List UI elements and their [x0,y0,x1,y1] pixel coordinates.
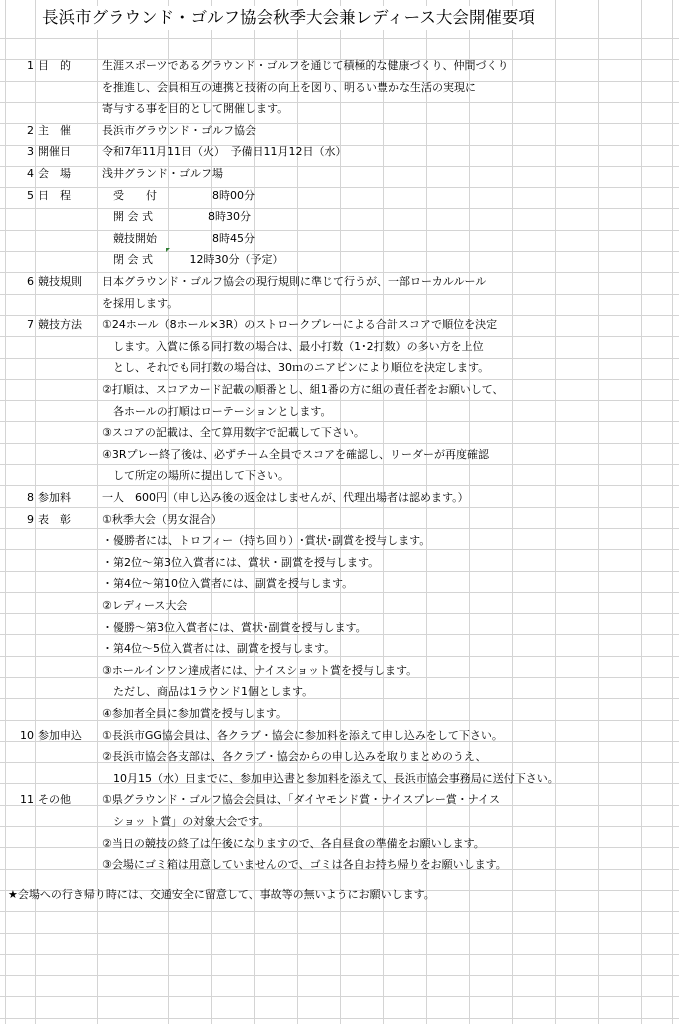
item-number [10,336,34,357]
outline-row [0,465,679,486]
item-text: 日本グラウンド・ゴルフ協会の現行規則に準じて行うが、一部ローカルルール [102,275,487,288]
item-text: ショッ ト賞」の対象大会です。 [102,815,270,828]
item-label: その他 [38,793,71,806]
outline-row [0,725,679,746]
outline-row [0,185,679,206]
grid-row-line [0,996,679,997]
item-number [10,638,34,659]
footer-note: ★会場への行き帰り時には、交通安全に留意して、事故等の無いようにお願いします。 [8,888,435,901]
item-text: ②打順は、スコアカード記載の順番とし、組1番の方に組の責任者をお願いして、 [102,383,504,396]
item-number: 9 [27,513,34,526]
outline-row [0,141,679,162]
item-text: 受 付 8時00分 [102,189,255,202]
outline-row [0,336,679,357]
outline-row [0,811,679,832]
item-number [10,552,34,573]
page-title: 長浜市グラウンド・ゴルフ協会秋季大会兼レディース大会開催要項 [40,6,537,30]
outline-row [0,789,679,810]
grid-row-line [0,975,679,976]
item-number [10,98,34,119]
outline-row [0,444,679,465]
item-text: ③スコアの記載は、全て算用数字で記載して下さい。 [102,426,365,439]
item-text: とし、それでも同打数の場合は、30ｍのニアピンにより順位を決定します。 [102,361,490,374]
item-number [10,379,34,400]
outline-row [0,55,679,76]
outline-row [0,833,679,854]
grid-row-line [0,1018,679,1019]
item-text: 寄与する事を目的として開催します。 [102,102,289,115]
item-text: ①県グラウンド・ゴルフ協会会員は、「ダイヤモンド賞・ナイスプレー賞・ナイス [102,793,500,806]
item-text: 開 会 式 8時30分 [102,210,251,223]
item-label: 開催日 [38,145,71,158]
item-number [10,768,34,789]
item-text: します。入賞に係る同打数の場合は、最小打数（1･2打数）の多い方を上位 [102,340,484,353]
item-number [10,422,34,443]
outline-row [0,487,679,508]
item-number [10,401,34,422]
item-number: 3 [27,145,34,158]
item-number: 6 [27,275,34,288]
outline-row [0,98,679,119]
item-number [10,833,34,854]
item-text: ④3Rプレー終了後は、必ずチーム全員でスコアを確認し、リーダーが再度確認 [102,448,490,461]
outline-row [0,379,679,400]
item-text: 生涯スポーツであるグラウンド・ゴルフを通じて積極的な健康づくり、仲間づくり [102,59,509,72]
outline-row [0,768,679,789]
item-label: 競技規則 [38,275,82,288]
outline-row [0,401,679,422]
item-text: ②レディース大会 [102,599,188,612]
item-text: ただし、商品は1ラウンド1個とします。 [102,685,314,698]
outline-row [0,228,679,249]
outline-row [0,681,679,702]
outline-row [0,206,679,227]
item-number: 4 [27,167,34,180]
grid-row-line [0,954,679,955]
outline-row [0,854,679,875]
item-number [10,293,34,314]
item-text: ③会場にゴミ箱は用意していませんので、ゴミは各自お持ち帰りをお願いします。 [102,858,507,871]
item-text: 浅井グランド・ゴルフ場 [102,167,223,180]
item-number [10,465,34,486]
outline-row [0,271,679,292]
item-text: 10月15（水）日までに、参加申込書と参加料を添えて、長浜市協会事務局に送付下さい。 [102,772,559,785]
item-number [10,530,34,551]
item-number [10,854,34,875]
item-label: 表 彰 [38,513,71,526]
item-number [10,77,34,98]
item-number [10,703,34,724]
item-number [10,660,34,681]
item-number [10,228,34,249]
outline-row [0,617,679,638]
comment-indicator [166,248,170,252]
item-text: 一人 600円（申し込み後の返金はしませんが、代理出場者は認めます。） [102,491,469,504]
outline-row [0,77,679,98]
item-text: ②当日の競技の終了は午後になりますので、各自昼食の準備をお願いします。 [102,837,485,850]
item-text: ①24ホール（8ホール×3R）のストロークプレーによる合計スコアで順位を決定 [102,318,498,331]
item-label: 参加申込 [38,729,82,742]
item-text: ・優勝者には、トロフィー（持ち回り）･賞状･副賞を授与します。 [102,534,431,547]
outline-row [0,314,679,335]
item-number [10,617,34,638]
item-text: を推進し、会員相互の連携と技術の向上を図り、明るい豊かな生活の実現に [102,81,476,94]
item-number [10,444,34,465]
item-number: 11 [20,793,34,806]
item-number: 2 [27,124,34,137]
item-text: 閉 会 式 12時30分（予定） [102,253,284,266]
item-number: 1 [27,59,34,72]
item-number: 7 [27,318,34,331]
grid-row-line [0,933,679,934]
outline-row [0,422,679,443]
item-number [10,681,34,702]
item-text: を採用します。 [102,297,179,310]
outline-row [0,746,679,767]
outline-row [0,530,679,551]
outline-row [0,120,679,141]
item-number [10,595,34,616]
item-text: 長浜市グラウンド・ゴルフ協会 [102,124,256,137]
item-text: ・第4位～5位入賞者には、副賞を授与します。 [102,642,336,655]
outline-row [0,638,679,659]
item-label: 主 催 [38,124,71,137]
item-text: 競技開始 8時45分 [102,232,255,245]
item-number [10,206,34,227]
item-text: 令和7年11月11日（火） 予備日11月12日（水） [102,145,347,158]
item-text: ①秋季大会（男女混合） [102,513,222,526]
grid-row-line [0,911,679,912]
outline-row [0,293,679,314]
item-number [10,249,34,270]
item-text: ①長浜市GG協会員は、各クラブ・協会に参加料を添えて申し込みをして下さい。 [102,729,503,742]
item-text: して所定の場所に提出して下さい。 [102,469,289,482]
item-number [10,573,34,594]
item-text: ②長浜市協会各支部は、各クラブ・協会からの申し込みを取りまとめのうえ、 [102,750,487,763]
grid-row-line [0,38,679,39]
item-number: 8 [27,491,34,504]
outline-row [0,703,679,724]
item-label: 競技方法 [38,318,82,331]
item-text: ・第4位～第10位入賞者には、副賞を授与します。 [102,577,354,590]
item-text: ・第2位～第3位入賞者には、賞状・副賞を授与します。 [102,556,380,569]
item-text: 各ホールの打順はローテーションとします。 [102,405,332,418]
item-text: ③ホールインワン達成者には、ナイスショット賞を授与します。 [102,664,418,677]
outline-row [0,509,679,530]
item-number: 10 [20,729,34,742]
outline-row [0,249,679,270]
item-label: 会 場 [38,167,71,180]
outline-row [0,573,679,594]
outline-row [0,660,679,681]
item-text: ④参加者全員に参加賞を授与します。 [102,707,287,720]
item-label: 日 程 [38,189,71,202]
outline-row [0,357,679,378]
item-text: ・優勝～第3位入賞者には、賞状･副賞を授与します。 [102,621,367,634]
item-number [10,811,34,832]
item-number [10,746,34,767]
item-label: 目 的 [38,59,71,72]
item-label: 参加料 [38,491,71,504]
footer-row [0,884,679,905]
item-number [10,357,34,378]
outline-row [0,163,679,184]
outline-row [0,595,679,616]
item-number: 5 [27,189,34,202]
outline-row [0,552,679,573]
